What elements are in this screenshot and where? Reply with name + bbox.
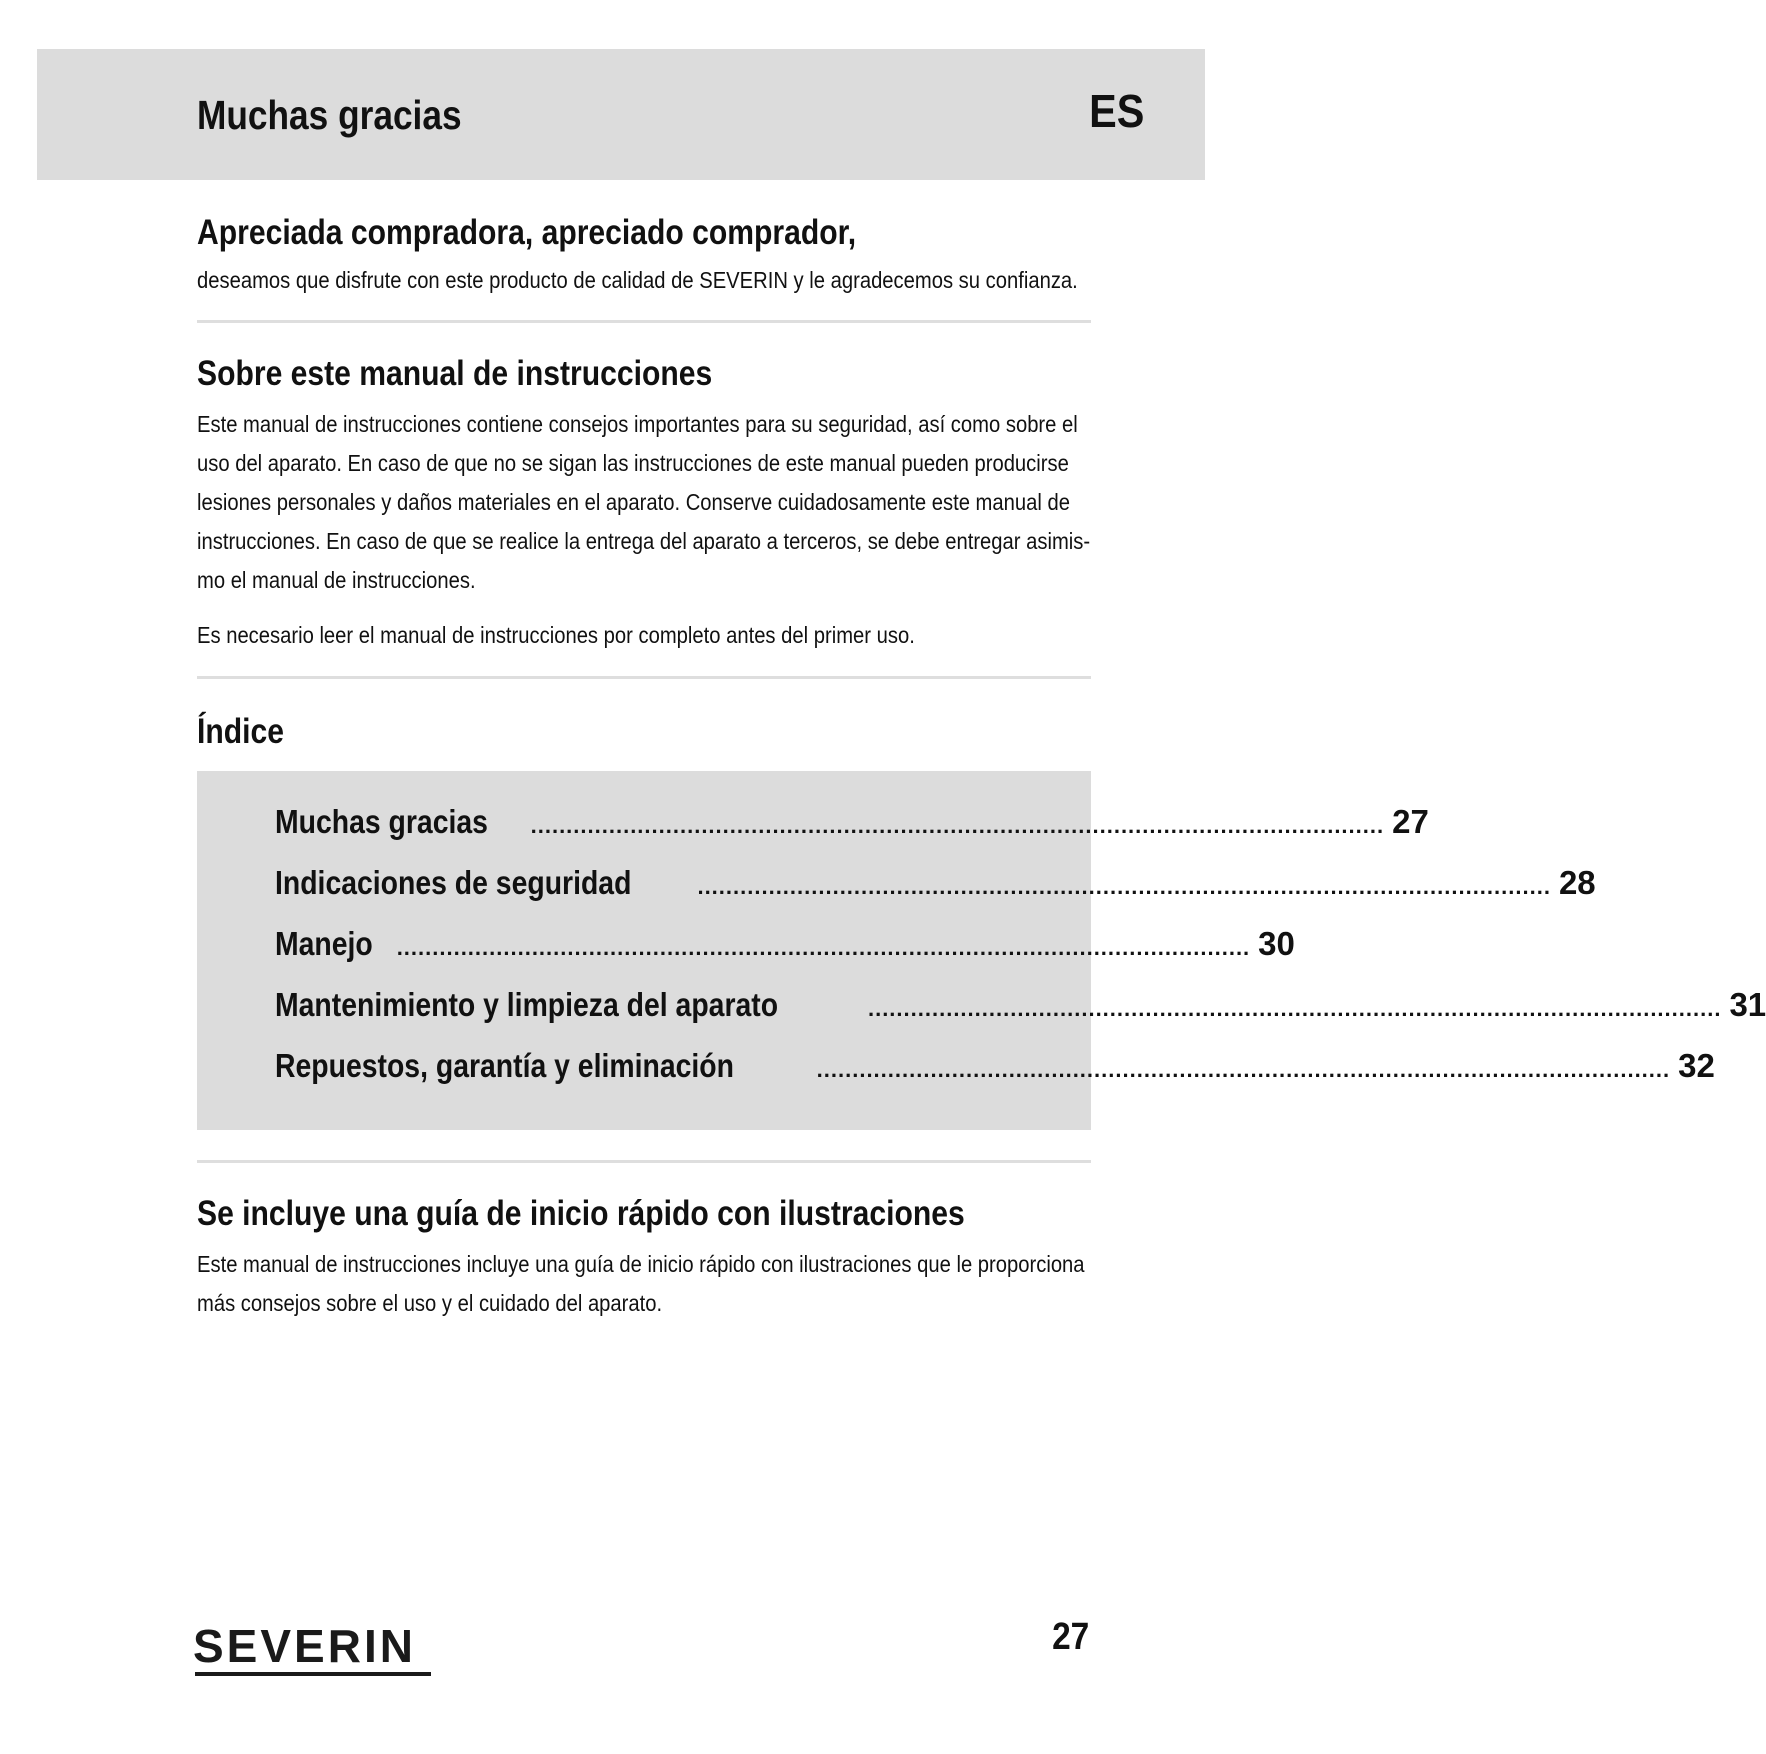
- paragraph-line: instrucciones. En caso de que se realice la entrega del aparato a terceros, se debe entregar asimis-: [197, 528, 1091, 554]
- toc-entry-page: 32: [1678, 1047, 1715, 1084]
- toc-entry-title: Manejo: [275, 925, 373, 962]
- toc-entry[interactable]: [275, 803, 1429, 843]
- quick-guide-heading: Se incluye una guía de inicio rápido con ilustraciones: [197, 1194, 965, 1233]
- quick-guide-section: [197, 1189, 1091, 1323]
- toc-leader-dots: ........................................................................................................................: [697, 874, 1551, 899]
- paragraph-line: Este manual de instrucciones incluye una guía de inicio rápido con ilustraciones que le proporciona: [197, 1251, 1085, 1277]
- toc-leader-dots: ........................................................................................................................: [530, 813, 1385, 838]
- toc-leader-dots: ........................................................................................................................: [396, 935, 1251, 960]
- toc-entry-page: 28: [1558, 864, 1596, 901]
- about-manual-section: [197, 349, 1091, 655]
- paragraph-line: mo el manual de instrucciones.: [197, 567, 476, 593]
- language-code: ES: [1088, 85, 1144, 137]
- page-number: 27: [1051, 1616, 1089, 1658]
- paragraph-line: uso del aparato. En caso de que no se sigan las instrucciones de este manual pueden producirse: [197, 450, 1069, 476]
- greeting-heading: Apreciada compradora, apreciado comprador,: [197, 213, 857, 252]
- toc-entry[interactable]: [275, 1047, 1715, 1087]
- toc-leader-dots: ........................................................................................................................: [816, 1057, 1671, 1082]
- toc-entry-page: 30: [1258, 925, 1295, 962]
- toc-entry[interactable]: [275, 864, 1596, 904]
- toc-entry-page: 31: [1729, 986, 1766, 1023]
- toc-entry-title: Mantenimiento y limpieza del aparato: [275, 986, 779, 1023]
- toc-entry-page: 27: [1392, 803, 1429, 840]
- toc-entry-title: Indicaciones de seguridad: [275, 864, 632, 901]
- index-heading: Índice: [197, 712, 284, 751]
- severin-logo: SEVERIN: [193, 1620, 416, 1672]
- about-manual-paragraph: [197, 405, 1091, 600]
- main-content: [197, 208, 1766, 1323]
- paragraph-line: lesiones personales y daños materiales en el aparato. Conserve cuidadosamente este manual de: [197, 489, 1070, 515]
- table-of-contents: [197, 771, 1766, 1130]
- toc-entry[interactable]: [275, 986, 1766, 1026]
- divider: [197, 1160, 1091, 1163]
- greeting-section: [197, 208, 1091, 300]
- logo-underline: [195, 1672, 431, 1676]
- toc-entry-title: Muchas gracias: [275, 803, 488, 840]
- toc-entry[interactable]: [275, 925, 1295, 965]
- page-title: Muchas gracias: [197, 92, 462, 138]
- toc-entry-title: Repuestos, garantía y eliminación: [275, 1047, 734, 1084]
- divider: [197, 320, 1091, 323]
- divider: [197, 676, 1091, 679]
- index-section: [197, 707, 1766, 1130]
- quick-guide-paragraph: [197, 1245, 1091, 1323]
- about-manual-note: Es necesario leer el manual de instrucciones por completo antes del primer uso.: [197, 622, 915, 648]
- toc-leader-dots: ........................................................................................................................: [867, 996, 1722, 1021]
- paragraph-line: más consejos sobre el uso y el cuidado del aparato.: [197, 1290, 663, 1316]
- greeting-text: deseamos que disfrute con este producto de calidad de SEVERIN y le agradecemos su confianza.: [197, 267, 1078, 293]
- paragraph-line: Este manual de instrucciones contiene consejos importantes para su seguridad, así como sobre el: [197, 411, 1078, 437]
- about-manual-heading: Sobre este manual de instrucciones: [197, 354, 713, 393]
